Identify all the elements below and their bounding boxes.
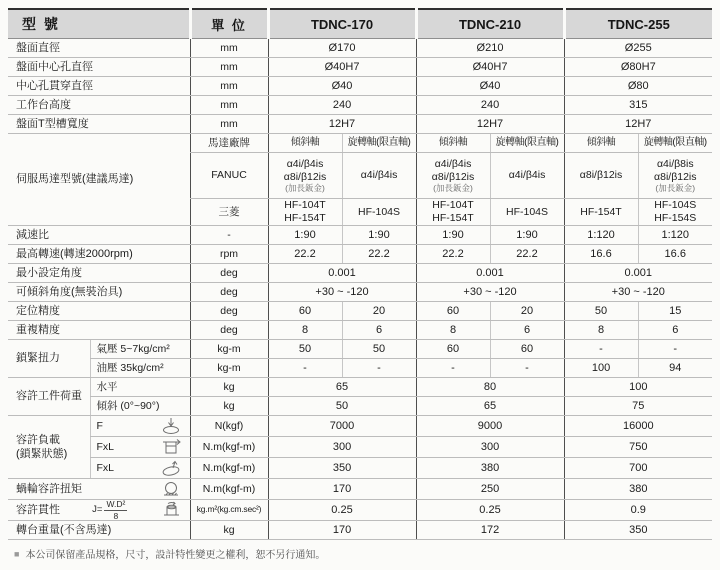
unit-column-header: 單 位 xyxy=(190,9,268,39)
unit-cell: kg xyxy=(190,378,268,397)
value-cell: Ø255 xyxy=(564,39,712,58)
value-cell: 240 xyxy=(268,96,416,115)
row-reduction-ratio xyxy=(8,226,712,245)
row-workload-horizontal xyxy=(8,378,712,397)
motor-model: α8i/β12is xyxy=(579,168,623,181)
row-t-slot xyxy=(8,115,712,134)
value-cell: 6 xyxy=(490,321,564,340)
value-cell xyxy=(268,153,342,199)
value-cell: 0.9 xyxy=(564,500,712,521)
value-cell: 16000 xyxy=(564,416,712,437)
unit-cell: - xyxy=(190,226,268,245)
worm-gear-icon xyxy=(160,480,182,498)
motor-model: HF-104S xyxy=(506,205,549,218)
value-cell: 22.2 xyxy=(342,245,416,264)
value-cell xyxy=(342,199,416,226)
inertia-label: 容許貫性 xyxy=(16,503,60,516)
value-cell: 700 xyxy=(564,458,712,479)
footnote-text: 本公司保留產品規格，尺寸，設計特性變更之權利，恕不另行通知。 xyxy=(25,550,326,561)
unit-cell: rpm xyxy=(190,245,268,264)
sub-label-fxl xyxy=(90,437,190,458)
row-label-worm-torque xyxy=(8,479,190,500)
value-cell: 100 xyxy=(564,378,712,397)
model-header-tdnc255: TDNC-255 xyxy=(564,9,712,39)
value-cell: 60 xyxy=(416,340,490,359)
inertia-formula xyxy=(92,500,127,520)
row-positioning-accuracy xyxy=(8,302,712,321)
value-cell: 250 xyxy=(416,479,564,500)
value-cell: 50 xyxy=(564,302,638,321)
value-cell: 6 xyxy=(342,321,416,340)
motor-model: HF-154T xyxy=(432,212,474,225)
row-label: 工作台高度 xyxy=(8,96,190,115)
axis-header-rotary: 旋轉軸(限直軸) xyxy=(490,134,564,153)
footnote xyxy=(14,546,325,561)
sub-label-fxl xyxy=(90,458,190,479)
unit-cell: deg xyxy=(190,264,268,283)
sub-label-horizontal: 水平 xyxy=(90,378,190,397)
value-cell: 8 xyxy=(268,321,342,340)
value-cell: 75 xyxy=(564,397,712,416)
row-clamp-air xyxy=(8,340,712,359)
value-cell: 12H7 xyxy=(564,115,712,134)
row-motor-brand-header xyxy=(8,134,712,153)
row-table-height xyxy=(8,96,712,115)
row-center-hole xyxy=(8,58,712,77)
value-cell: Ø40 xyxy=(416,77,564,96)
value-cell: 12H7 xyxy=(416,115,564,134)
row-load-fxl-tilt xyxy=(8,458,712,479)
value-cell: 380 xyxy=(416,458,564,479)
row-label-inertia xyxy=(8,500,190,521)
unit-cell: N(kgf) xyxy=(190,416,268,437)
model-column-header: 型 號 xyxy=(8,9,190,39)
brand-fanuc: FANUC xyxy=(190,153,268,199)
value-cell: 1:90 xyxy=(416,226,490,245)
value-cell xyxy=(268,199,342,226)
axis-header-tilt: 傾斜軸 xyxy=(268,134,342,153)
inertia-icon xyxy=(160,501,182,519)
value-cell: 300 xyxy=(416,437,564,458)
unit-cell: kg-m xyxy=(190,340,268,359)
value-cell xyxy=(638,153,712,199)
value-cell: 60 xyxy=(416,302,490,321)
motor-model: α4i/β4is xyxy=(360,168,398,181)
value-cell: Ø80 xyxy=(564,77,712,96)
unit-cell: mm xyxy=(190,58,268,77)
row-label-servo-motor: 伺服馬達型號(建議馬達) xyxy=(8,134,190,226)
value-cell: 100 xyxy=(564,359,638,378)
row-disc-diameter xyxy=(8,39,712,58)
formula-prefix: J= xyxy=(92,503,103,515)
unit-cell: mm xyxy=(190,77,268,96)
value-cell: 315 xyxy=(564,96,712,115)
axis-header-rotary: 旋轉軸(限直軸) xyxy=(638,134,712,153)
motor-model: HF-154S xyxy=(654,212,697,225)
motor-note: (加長鈑金) xyxy=(285,182,325,193)
row-label: 減速比 xyxy=(8,226,190,245)
worm-torque-label: 蝸輪容許扭矩 xyxy=(16,482,82,495)
load-fxl-label: FxL xyxy=(96,441,115,454)
value-cell: 20 xyxy=(490,302,564,321)
motor-model: HF-104T xyxy=(432,199,474,211)
value-cell: 1:90 xyxy=(490,226,564,245)
motor-model: α4i/β4is xyxy=(434,157,472,170)
value-cell xyxy=(416,199,490,226)
motor-model: α4i/β8is xyxy=(656,157,694,170)
value-cell xyxy=(342,153,416,199)
row-label: 盤面T型槽寬度 xyxy=(8,115,190,134)
row-label: 最高轉速(轉速2000rpm) xyxy=(8,245,190,264)
axis-header-rotary: 旋轉軸(限直軸) xyxy=(342,134,416,153)
unit-cell: N.m(kgf-m) xyxy=(190,458,268,479)
value-cell: 1:90 xyxy=(268,226,342,245)
value-cell: 12H7 xyxy=(268,115,416,134)
unit-cell: mm xyxy=(190,39,268,58)
value-cell: 300 xyxy=(268,437,416,458)
value-cell: 16.6 xyxy=(564,245,638,264)
value-cell: - xyxy=(268,359,342,378)
value-cell: - xyxy=(416,359,490,378)
load-label-line2: (鎖緊狀態) xyxy=(16,448,68,461)
unit-cell: deg xyxy=(190,302,268,321)
value-cell: 6 xyxy=(638,321,712,340)
value-cell: 60 xyxy=(490,340,564,359)
moment-side-icon xyxy=(160,438,182,456)
moment-tilt-icon xyxy=(160,459,182,477)
value-cell: - xyxy=(490,359,564,378)
unit-cell: N.m(kgf-m) xyxy=(190,437,268,458)
row-label: 轉台重量(不含馬達) xyxy=(8,521,190,540)
value-cell: 9000 xyxy=(416,416,564,437)
value-cell: 22.2 xyxy=(490,245,564,264)
value-cell: 170 xyxy=(268,479,416,500)
row-clamp-oil xyxy=(8,359,712,378)
row-label-workpiece-load: 容許工件荷重 xyxy=(8,378,90,416)
row-inertia xyxy=(8,500,712,521)
value-cell: 50 xyxy=(342,340,416,359)
value-cell: Ø40H7 xyxy=(416,58,564,77)
value-cell: 94 xyxy=(638,359,712,378)
value-cell: - xyxy=(342,359,416,378)
value-cell: Ø210 xyxy=(416,39,564,58)
row-label: 盤面中心孔直徑 xyxy=(8,58,190,77)
value-cell: 16.6 xyxy=(638,245,712,264)
value-cell: - xyxy=(638,340,712,359)
row-through-hole xyxy=(8,77,712,96)
value-cell: Ø40H7 xyxy=(268,58,416,77)
value-cell: 80 xyxy=(416,378,564,397)
unit-cell: deg xyxy=(190,321,268,340)
row-label: 可傾斜角度(無裝治具) xyxy=(8,283,190,302)
row-load-fxl-side xyxy=(8,437,712,458)
value-cell: Ø40 xyxy=(268,77,416,96)
value-cell xyxy=(564,153,638,199)
sub-label-oil-pressure: 油壓 35kg/cm² xyxy=(90,359,190,378)
value-cell: 65 xyxy=(268,378,416,397)
force-down-icon xyxy=(160,417,182,435)
value-cell: Ø80H7 xyxy=(564,58,712,77)
value-cell: 172 xyxy=(416,521,564,540)
motor-model: α8i/β12is xyxy=(431,170,475,183)
axis-header-tilt: 傾斜軸 xyxy=(564,134,638,153)
value-cell: 750 xyxy=(564,437,712,458)
motor-model: HF-104S xyxy=(654,199,697,211)
model-header-tdnc210: TDNC-210 xyxy=(416,9,564,39)
value-cell: 350 xyxy=(564,521,712,540)
value-cell: 1:90 xyxy=(342,226,416,245)
row-label: 定位精度 xyxy=(8,302,190,321)
motor-model: α4i/β4is xyxy=(286,157,324,170)
row-label: 中心孔貫穿直徑 xyxy=(8,77,190,96)
value-cell: 170 xyxy=(268,521,416,540)
model-header-tdnc170: TDNC-170 xyxy=(268,9,416,39)
row-workload-tilted xyxy=(8,397,712,416)
row-min-angle xyxy=(8,264,712,283)
formula-denominator: 8 xyxy=(113,510,119,521)
value-cell xyxy=(416,153,490,199)
motor-model: α8i/β12is xyxy=(283,170,327,183)
unit-cell: deg xyxy=(190,283,268,302)
row-label: 最小設定角度 xyxy=(8,264,190,283)
row-load-f xyxy=(8,416,712,437)
value-cell: 15 xyxy=(638,302,712,321)
unit-cell: kg xyxy=(190,521,268,540)
value-cell: 50 xyxy=(268,340,342,359)
value-cell: Ø170 xyxy=(268,39,416,58)
value-cell: 240 xyxy=(416,96,564,115)
value-cell: 0.001 xyxy=(268,264,416,283)
unit-cell: kg xyxy=(190,397,268,416)
row-repeatability xyxy=(8,321,712,340)
brand-mitsubishi: 三菱 xyxy=(190,199,268,226)
value-cell xyxy=(490,153,564,199)
value-cell xyxy=(490,199,564,226)
value-cell: 65 xyxy=(416,397,564,416)
formula-numerator: W.D² xyxy=(106,499,126,510)
value-cell: 22.2 xyxy=(268,245,342,264)
value-cell: 8 xyxy=(564,321,638,340)
unit-cell: kg.m²(kg.cm.sec²) xyxy=(190,500,268,521)
value-cell: 380 xyxy=(564,479,712,500)
load-label-line1: 容許負載 xyxy=(16,433,60,446)
value-cell: 1:120 xyxy=(638,226,712,245)
value-cell: 50 xyxy=(268,397,416,416)
row-label: 重複精度 xyxy=(8,321,190,340)
value-cell xyxy=(564,199,638,226)
motor-model: HF-104T xyxy=(284,199,326,211)
motor-note: (加長鈑金) xyxy=(433,182,473,193)
value-cell: - xyxy=(564,340,638,359)
load-fxl-label: FxL xyxy=(96,462,115,475)
value-cell: +30 ~ -120 xyxy=(416,283,564,302)
value-cell: 8 xyxy=(416,321,490,340)
motor-model: HF-154T xyxy=(284,212,326,225)
value-cell: 60 xyxy=(268,302,342,321)
motor-model: HF-104S xyxy=(358,205,401,218)
value-cell xyxy=(638,199,712,226)
motor-note: (加長鈑金) xyxy=(655,182,696,193)
value-cell: 0.25 xyxy=(416,500,564,521)
load-f-label: F xyxy=(96,420,103,433)
value-cell: 0.001 xyxy=(564,264,712,283)
value-cell: 0.25 xyxy=(268,500,416,521)
value-cell: 22.2 xyxy=(416,245,490,264)
value-cell: +30 ~ -120 xyxy=(268,283,416,302)
value-cell: 0.001 xyxy=(416,264,564,283)
motor-model: α8i/β12is xyxy=(654,170,697,183)
value-cell: 7000 xyxy=(268,416,416,437)
row-max-speed xyxy=(8,245,712,264)
unit-cell: kg-m xyxy=(190,359,268,378)
unit-cell: mm xyxy=(190,115,268,134)
unit-cell: mm xyxy=(190,96,268,115)
footnote-bullet-icon: ■ xyxy=(14,548,20,559)
sub-label-f xyxy=(90,416,190,437)
unit-cell: N.m(kgf-m) xyxy=(190,479,268,500)
row-worm-torque xyxy=(8,479,712,500)
value-cell: 20 xyxy=(342,302,416,321)
sub-label-air-pressure: 氣壓 5~7kg/cm² xyxy=(90,340,190,359)
motor-model: α4i/β4is xyxy=(508,168,546,181)
motor-model: HF-154T xyxy=(580,205,622,218)
value-cell: +30 ~ -120 xyxy=(564,283,712,302)
row-label-allowable-load xyxy=(8,416,90,479)
spec-table xyxy=(8,8,712,540)
sub-label-tilted: 傾斜 (0°~90°) xyxy=(90,397,190,416)
header-row xyxy=(8,9,712,39)
row-table-weight xyxy=(8,521,712,540)
value-cell: 1:120 xyxy=(564,226,638,245)
row-tilt-range xyxy=(8,283,712,302)
value-cell: 350 xyxy=(268,458,416,479)
motor-brand-cell: 馬達廠牌 xyxy=(190,134,268,153)
axis-header-tilt: 傾斜軸 xyxy=(416,134,490,153)
row-label: 盤面直徑 xyxy=(8,39,190,58)
row-label-clamp-torque: 鎖緊扭力 xyxy=(8,340,90,378)
